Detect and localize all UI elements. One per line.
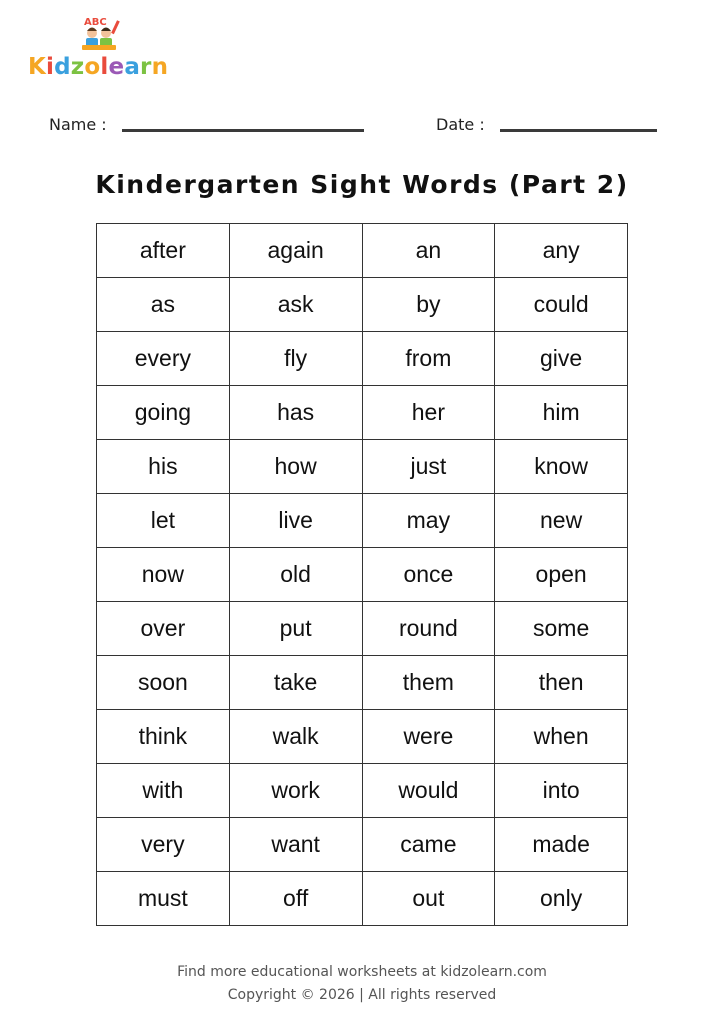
word-cell: by — [362, 278, 495, 332]
name-label: Name : — [49, 115, 107, 134]
word-cell: put — [229, 602, 362, 656]
word-cell: ask — [229, 278, 362, 332]
word-cell: him — [495, 386, 628, 440]
date-line — [500, 129, 657, 132]
logo-letter: r — [140, 54, 152, 80]
table-row — [97, 440, 628, 494]
sight-words-body — [97, 224, 628, 926]
word-cell: work — [229, 764, 362, 818]
table-row — [97, 818, 628, 872]
word-cell: must — [97, 872, 230, 926]
kids-reading-icon — [76, 14, 124, 54]
word-cell: them — [362, 656, 495, 710]
sight-words-table — [96, 223, 628, 926]
word-cell: old — [229, 548, 362, 602]
worksheet-title: Kindergarten Sight Words (Part 2) — [95, 170, 629, 199]
word-cell: with — [97, 764, 230, 818]
word-cell: came — [362, 818, 495, 872]
word-cell: then — [495, 656, 628, 710]
word-cell: just — [362, 440, 495, 494]
word-cell: new — [495, 494, 628, 548]
name-line — [122, 129, 364, 132]
word-cell: fly — [229, 332, 362, 386]
logo-letter: e — [108, 54, 125, 80]
word-cell: know — [495, 440, 628, 494]
word-cell: take — [229, 656, 362, 710]
logo-letter: d — [54, 54, 71, 80]
word-cell: round — [362, 602, 495, 656]
logo-art-text: ABC — [84, 17, 107, 28]
table-row — [97, 332, 628, 386]
word-cell: again — [229, 224, 362, 278]
word-cell: would — [362, 764, 495, 818]
footer-link-text: Find more educational worksheets at kidzolearn.com — [177, 964, 547, 980]
table-row — [97, 224, 628, 278]
table-row — [97, 764, 628, 818]
table-row — [97, 548, 628, 602]
footer-copyright: Copyright © 2026 | All rights reserved — [227, 987, 497, 1003]
word-cell: her — [362, 386, 495, 440]
word-cell: let — [97, 494, 230, 548]
table-row — [97, 602, 628, 656]
logo-wordmark — [28, 54, 168, 80]
word-cell: may — [362, 494, 495, 548]
word-cell: off — [229, 872, 362, 926]
word-cell: when — [495, 710, 628, 764]
word-cell: how — [229, 440, 362, 494]
word-cell: were — [362, 710, 495, 764]
logo-letter: o — [84, 54, 101, 80]
word-cell: as — [97, 278, 230, 332]
word-cell: soon — [97, 656, 230, 710]
logo-letter: l — [100, 54, 109, 80]
word-cell: his — [97, 440, 230, 494]
word-cell: from — [362, 332, 495, 386]
table-row — [97, 710, 628, 764]
word-cell: want — [229, 818, 362, 872]
table-row — [97, 656, 628, 710]
word-cell: could — [495, 278, 628, 332]
table-row — [97, 278, 628, 332]
table-row — [97, 494, 628, 548]
word-cell: open — [495, 548, 628, 602]
logo-letter: a — [124, 54, 141, 80]
word-cell: made — [495, 818, 628, 872]
word-cell: every — [97, 332, 230, 386]
word-cell: once — [362, 548, 495, 602]
word-cell: think — [97, 710, 230, 764]
word-cell: live — [229, 494, 362, 548]
table-row — [97, 386, 628, 440]
word-cell: an — [362, 224, 495, 278]
word-cell: out — [362, 872, 495, 926]
word-cell: give — [495, 332, 628, 386]
word-cell: now — [97, 548, 230, 602]
logo-letter: z — [70, 54, 85, 80]
word-cell: after — [97, 224, 230, 278]
word-cell: walk — [229, 710, 362, 764]
logo-letter: i — [46, 54, 55, 80]
word-cell: very — [97, 818, 230, 872]
word-cell: has — [229, 386, 362, 440]
word-cell: over — [97, 602, 230, 656]
logo-letter: n — [151, 54, 169, 80]
word-cell: into — [495, 764, 628, 818]
table-row — [97, 872, 628, 926]
kidzolearn-logo — [28, 14, 168, 84]
logo-letter: K — [28, 54, 47, 80]
word-cell: any — [495, 224, 628, 278]
word-cell: going — [97, 386, 230, 440]
word-cell: some — [495, 602, 628, 656]
date-label: Date : — [436, 115, 485, 134]
word-cell: only — [495, 872, 628, 926]
